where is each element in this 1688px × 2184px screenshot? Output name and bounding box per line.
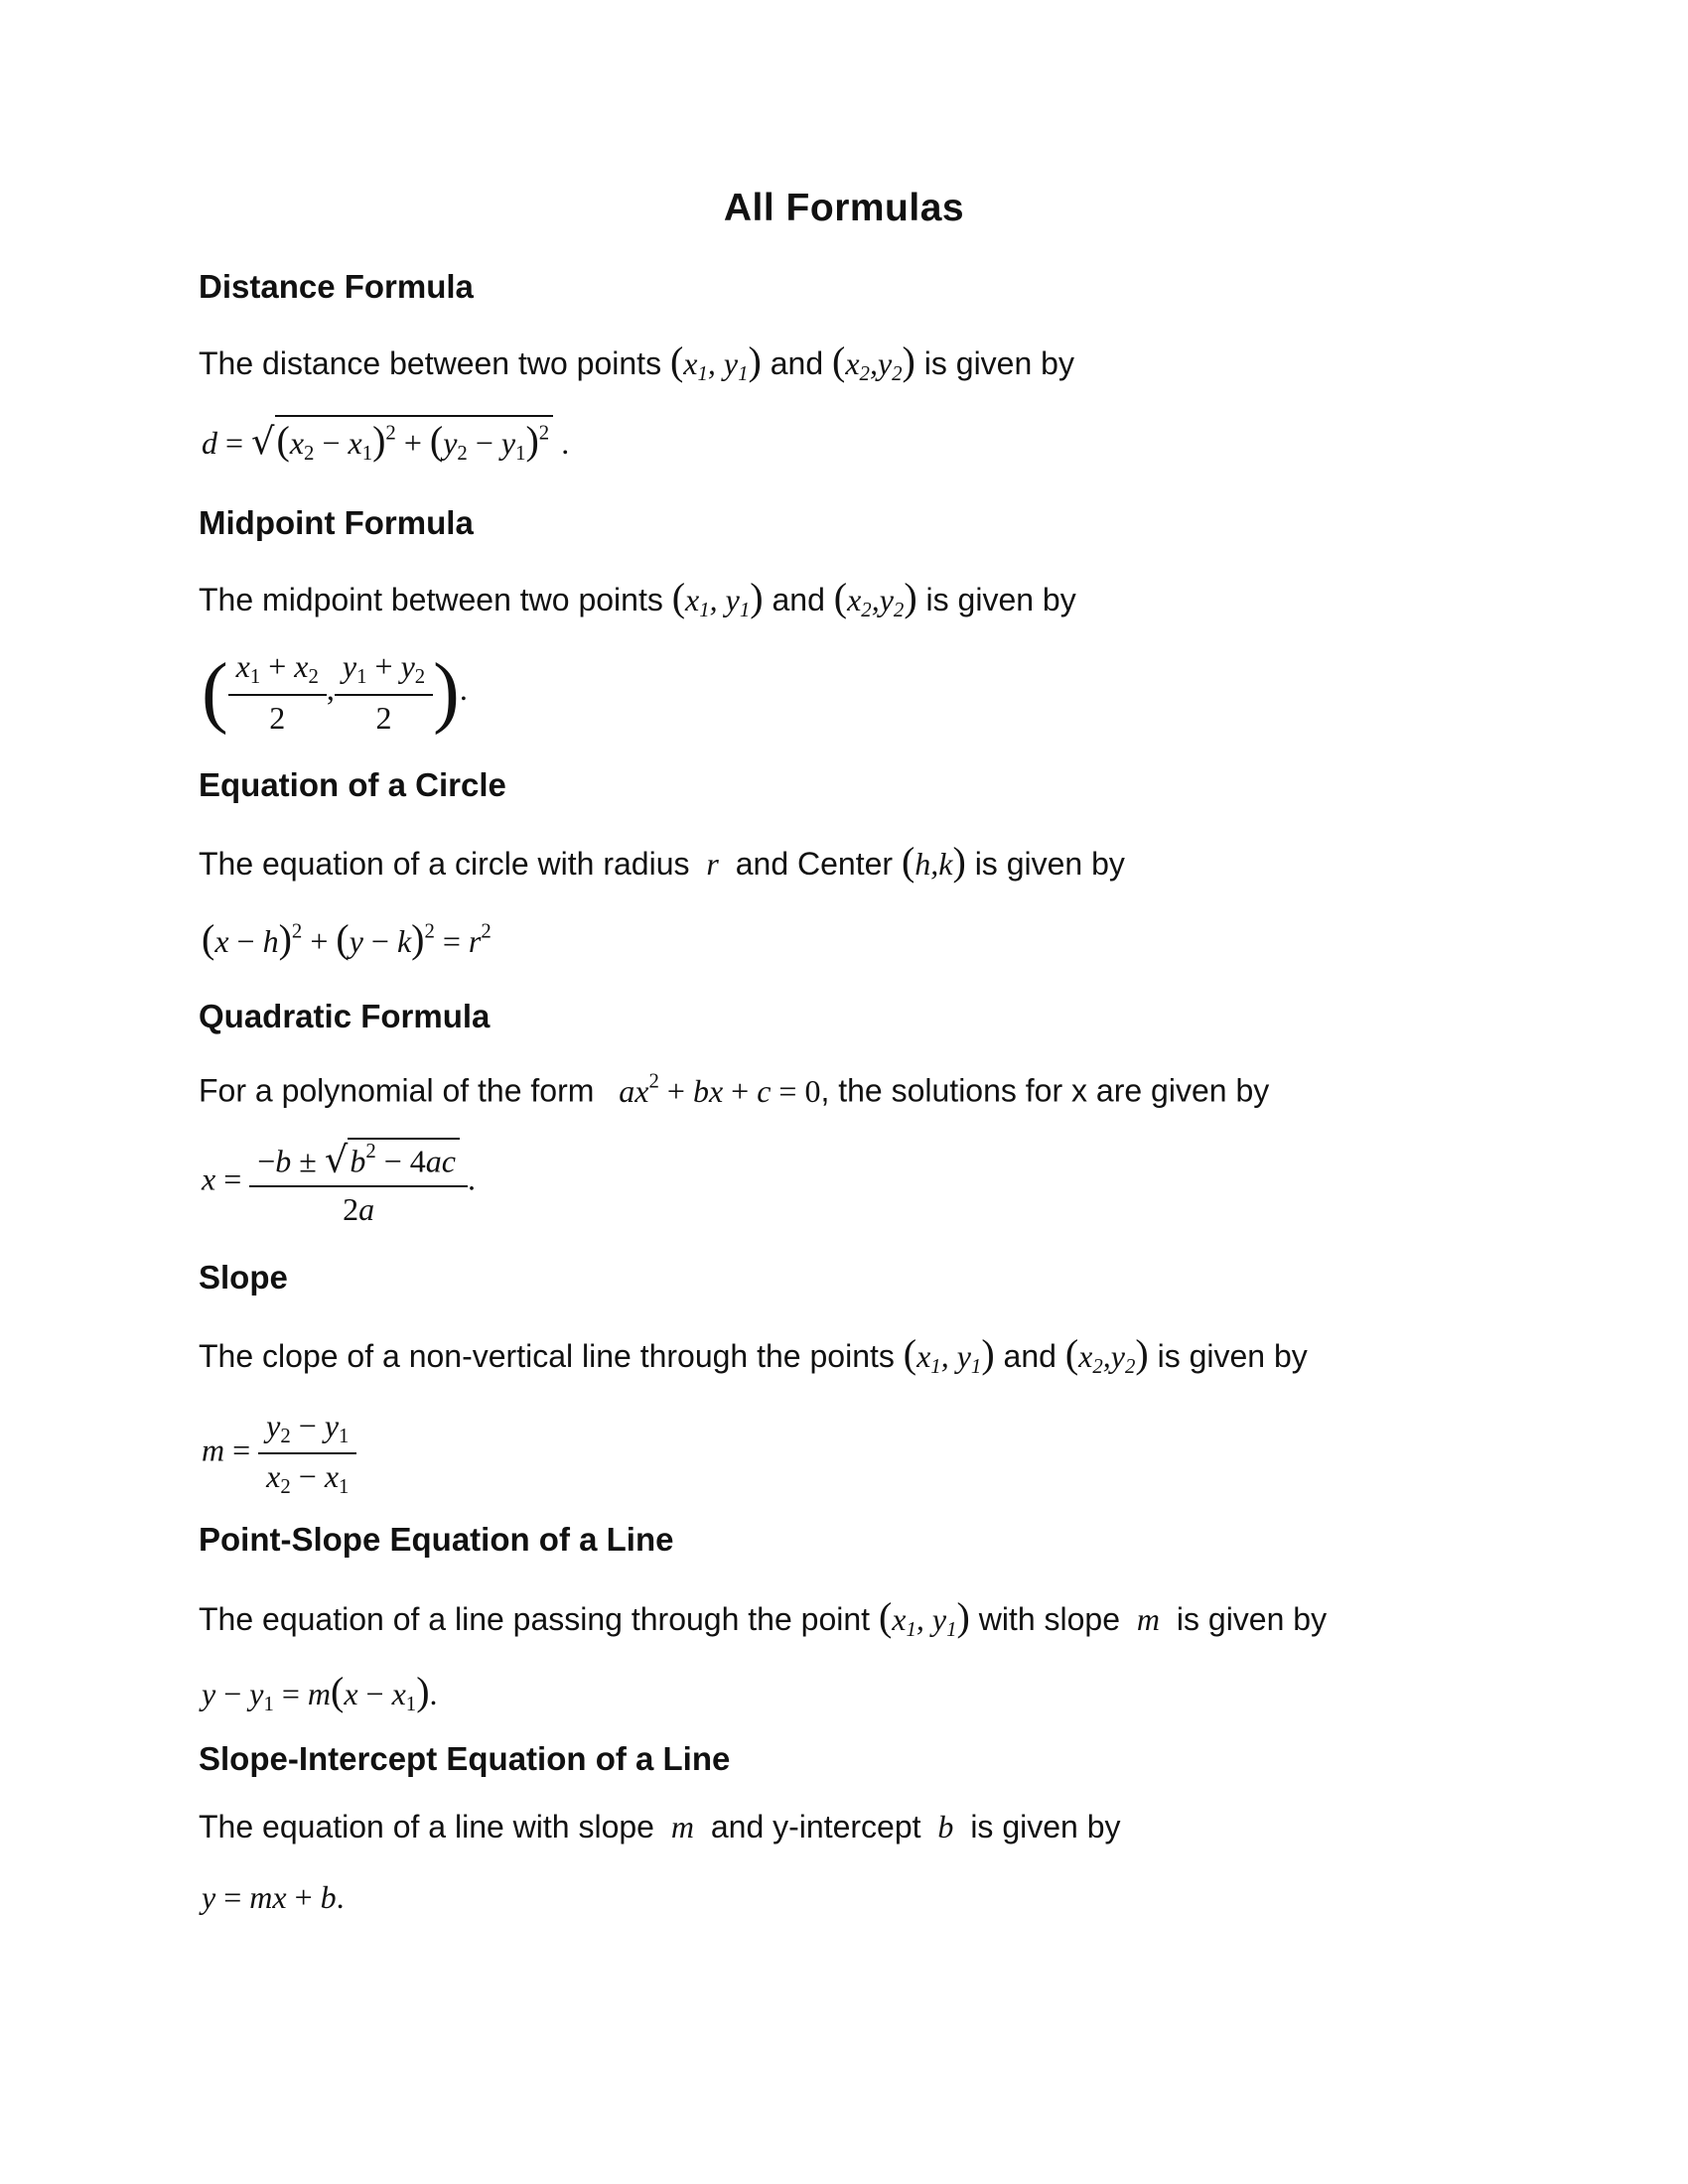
circle-description: The equation of a circle with radius r and Center (h,k) is given by — [199, 839, 1125, 884]
circle-equation: $(x - h)^2 + (y - k)^2 = r^2$ — [202, 916, 492, 961]
distance-equation: $d = √(x_2 - x_1)^2 + (y_2 - y_1)^2$ . — [202, 415, 569, 466]
distance-heading: Distance Formula — [199, 268, 474, 305]
point-slope-description: The equation of a line passing through the point ($x_1$, $y_1$) with slope m is given by — [199, 1594, 1328, 1642]
distance-description: The distance between two points ($x_1$, $y_1$) and $(x_2,y_2)$ is given by — [199, 339, 1074, 386]
quadratic-heading: Quadratic Formula — [199, 998, 491, 1034]
point-slope-equation: $y - y_1 = m(x - x_1)$. — [202, 1669, 438, 1716]
point-slope-heading: Point-Slope Equation of a Line — [199, 1521, 674, 1558]
slope-description: The clope of a non-vertical line through the points ($x_1$, $y_1$) and $(x_2,y_2)$ is given by — [199, 1331, 1308, 1379]
midpoint-description: The midpoint between two points ($x_1$, $y_1$) and $(x_2,y_2)$ is given by — [199, 575, 1076, 622]
page-title: All Formulas — [723, 187, 965, 229]
midpoint-equation: ( $\frac{x_1 + x_2}{2}$ , $\frac{y_1 + y_2}{2}$ ). — [202, 648, 468, 736]
quadratic-description: For a polynomial of the form $ax^2$ + bx + c = 0, the solutions for x are given by — [199, 1069, 1270, 1109]
slope-intercept-description: The equation of a line with slope m and y-intercept b is given by — [199, 1809, 1121, 1844]
quadratic-equation: x = $\frac{-b \pm √b^2 - 4ac}{2a}$ . — [202, 1138, 476, 1227]
circle-heading: Equation of a Circle — [199, 766, 506, 803]
slope-equation: m = $\frac{y_2 - y_1}{x_2 - x_1}$ — [202, 1408, 356, 1499]
slope-intercept-equation: y = mx + b. — [202, 1879, 345, 1915]
slope-heading: Slope — [199, 1259, 288, 1296]
midpoint-heading: Midpoint Formula — [199, 504, 474, 541]
slope-intercept-heading: Slope-Intercept Equation of a Line — [199, 1740, 731, 1777]
